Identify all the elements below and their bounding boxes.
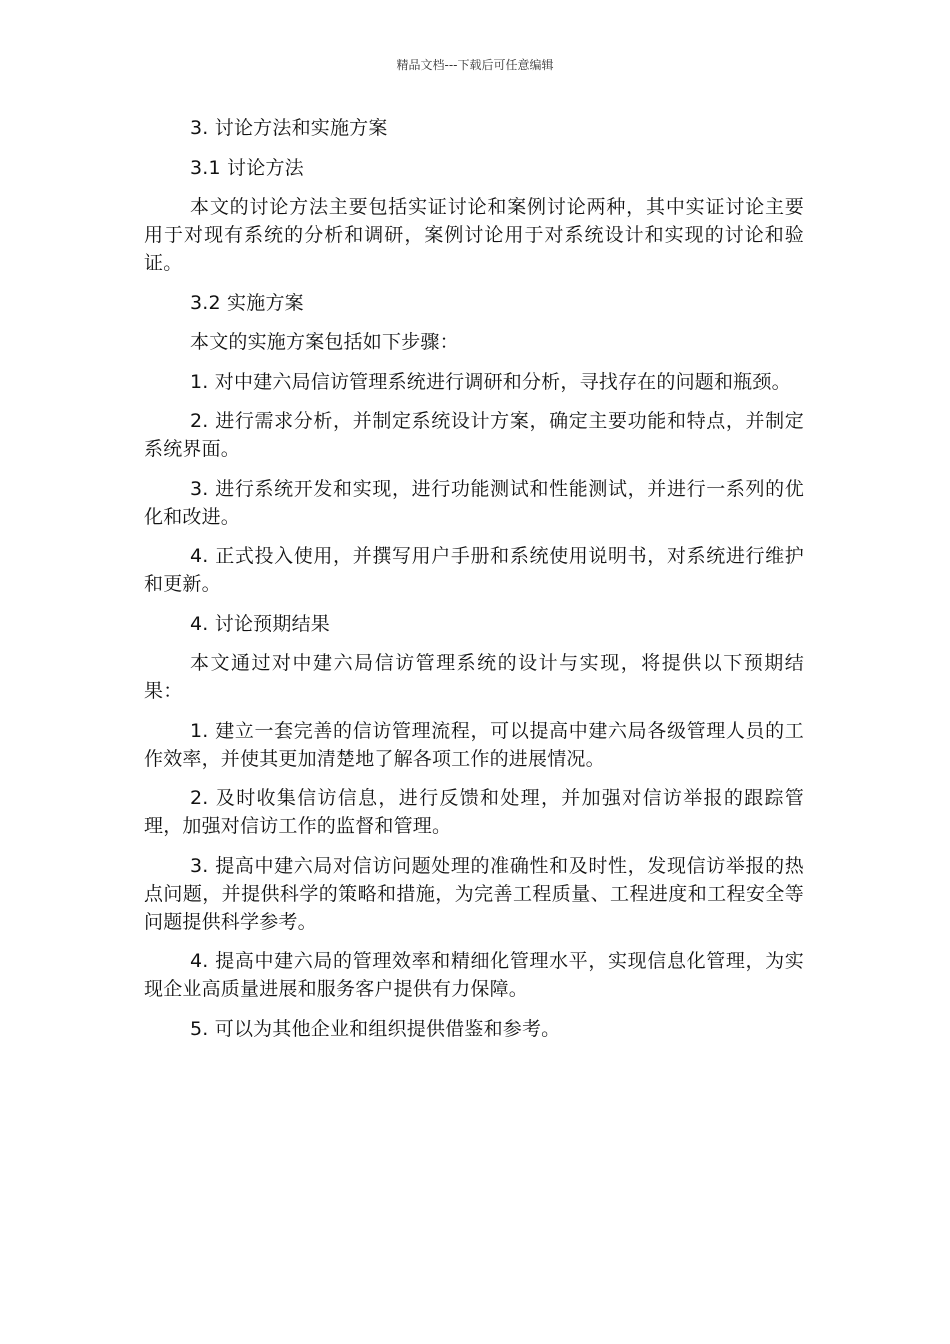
document-body: [144, 114, 804, 1054]
list-item: 2. 及时收集信访信息，进行反馈和处理，并加强对信访举报的跟踪管理，加强对信访工作的监督和管理。: [144, 787, 804, 837]
list-item: 3. 提高中建六局对信访问题处理的准确性和及时性，发现信访举报的热点问题，并提供科学的策略和措施，为完善工程质量、工程进度和工程安全等问题提供科学参考。: [144, 854, 804, 933]
list-item: 1. 建立一套完善的信访管理流程，可以提高中建六局各级管理人员的工作效率，并使其更加清楚地了解各项工作的进展情况。: [144, 719, 804, 770]
list-item: 1. 对中建六局信访管理系统进行调研和分析，寻找存在的问题和瓶颈。: [190, 370, 791, 393]
list-item: 4. 提高中建六局的管理效率和精细化管理水平，实现信息化管理，为实现企业高质量进展和服务客户提供有力保障。: [144, 950, 804, 1000]
section-heading: 4. 讨论预期结果: [190, 612, 330, 635]
subsection-heading: 3.2 实施方案: [190, 291, 304, 314]
subsection-heading: 3.1 讨论方法: [190, 156, 304, 179]
body-paragraph: 本文的实施方案包括如下步骤：: [190, 331, 459, 353]
body-paragraph: 本文通过对中建六局信访管理系统的设计与实现，将提供以下预期结果：: [144, 652, 804, 702]
body-paragraph: 本文的讨论方法主要包括实证讨论和案例讨论两种，其中实证讨论主要用于对现有系统的分析和调研，案例讨论用于对系统设计和实现的讨论和验证。: [144, 196, 804, 274]
list-item: 5. 可以为其他企业和组织提供借鉴和参考。: [190, 1017, 561, 1040]
section-heading: 3. 讨论方法和实施方案: [190, 117, 388, 139]
list-item: 4. 正式投入使用，并撰写用户手册和系统使用说明书，对系统进行维护和更新。: [144, 545, 804, 595]
list-item: 3. 进行系统开发和实现，进行功能测试和性能测试，并进行一系列的优化和改进。: [144, 477, 804, 528]
list-item: 2. 进行需求分析，并制定系统设计方案，确定主要功能和特点，并制定系统界面。: [144, 410, 804, 460]
page-header: 精品文档---下载后可任意编辑: [396, 58, 554, 72]
